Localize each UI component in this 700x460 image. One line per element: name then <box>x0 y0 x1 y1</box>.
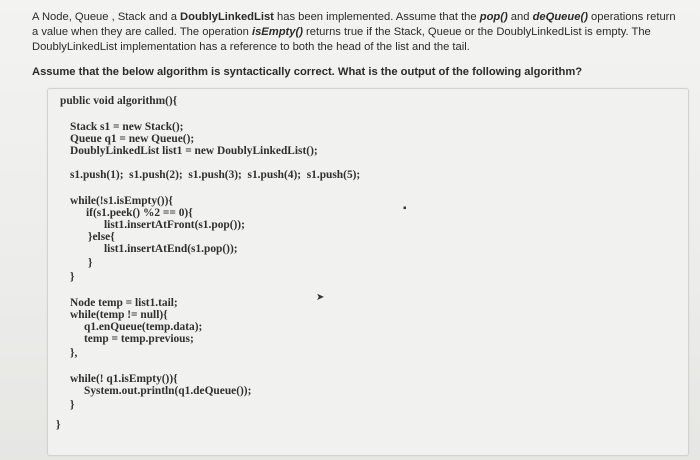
code-line: list1.insertAtEnd(s1.pop()); <box>104 243 238 255</box>
code-line: list1.insertAtFront(s1.pop()); <box>104 219 245 231</box>
intro-pop: pop() <box>479 11 508 23</box>
code-line: } <box>70 271 75 283</box>
code-line: } <box>70 399 75 411</box>
problem-description <box>32 10 682 55</box>
code-line: while(! q1.isEmpty()){ <box>70 373 178 385</box>
intro-isempty: isEmpty() <box>251 26 303 38</box>
intro-text-1: A Node, Queue , Stack and a <box>32 11 181 23</box>
code-line: }else{ <box>88 231 115 243</box>
code-line: q1.enQueue(temp.data); <box>84 321 203 333</box>
intro-text-5: returns true if the Stack, Queue or the DoublyLinkedList is empty. The DoublyLinkedList implementation has a reference to both the head of the list and the tail. <box>32 26 651 53</box>
code-box <box>47 88 689 456</box>
code-line: Stack s1 = new Stack(); <box>70 121 184 133</box>
cursor-arrow-icon: ➤ <box>316 292 325 303</box>
code-line: } <box>56 419 61 431</box>
code-line: while(!s1.isEmpty()){ <box>70 195 173 207</box>
intro-text-2: has been implemented. Assume that the <box>273 11 480 23</box>
code-line: public void algorithm(){ <box>60 95 178 107</box>
code-line: System.out.println(q1.deQueue()); <box>84 385 252 397</box>
question-text: Assume that the below algorithm is syntactically correct. What is the output of the following algorithm? <box>32 66 583 78</box>
code-line: while(temp != null){ <box>70 309 168 321</box>
code-line: if(s1.peek() %2 == 0){ <box>86 207 193 219</box>
intro-bold-doublylinkedlist: DoublyLinkedList <box>180 11 274 23</box>
code-line: } <box>88 257 93 269</box>
code-line: }, <box>70 347 78 359</box>
intro-text-4: operations return a value when they are called. The operation <box>32 11 676 38</box>
speck-mark: ▪ <box>403 203 407 214</box>
code-line: Node temp = list1.tail; <box>70 297 178 309</box>
intro-text-3: and <box>507 11 533 23</box>
intro-dequeue: deQueue() <box>532 11 588 23</box>
code-line: Queue q1 = new Queue(); <box>70 133 195 145</box>
code-line: temp = temp.previous; <box>84 333 194 345</box>
code-line: s1.push(1); s1.push(2); s1.push(3); s1.push(4); s1.push(5); <box>70 169 361 181</box>
code-line: DoublyLinkedList list1 = new DoublyLinkedList(); <box>70 145 318 157</box>
